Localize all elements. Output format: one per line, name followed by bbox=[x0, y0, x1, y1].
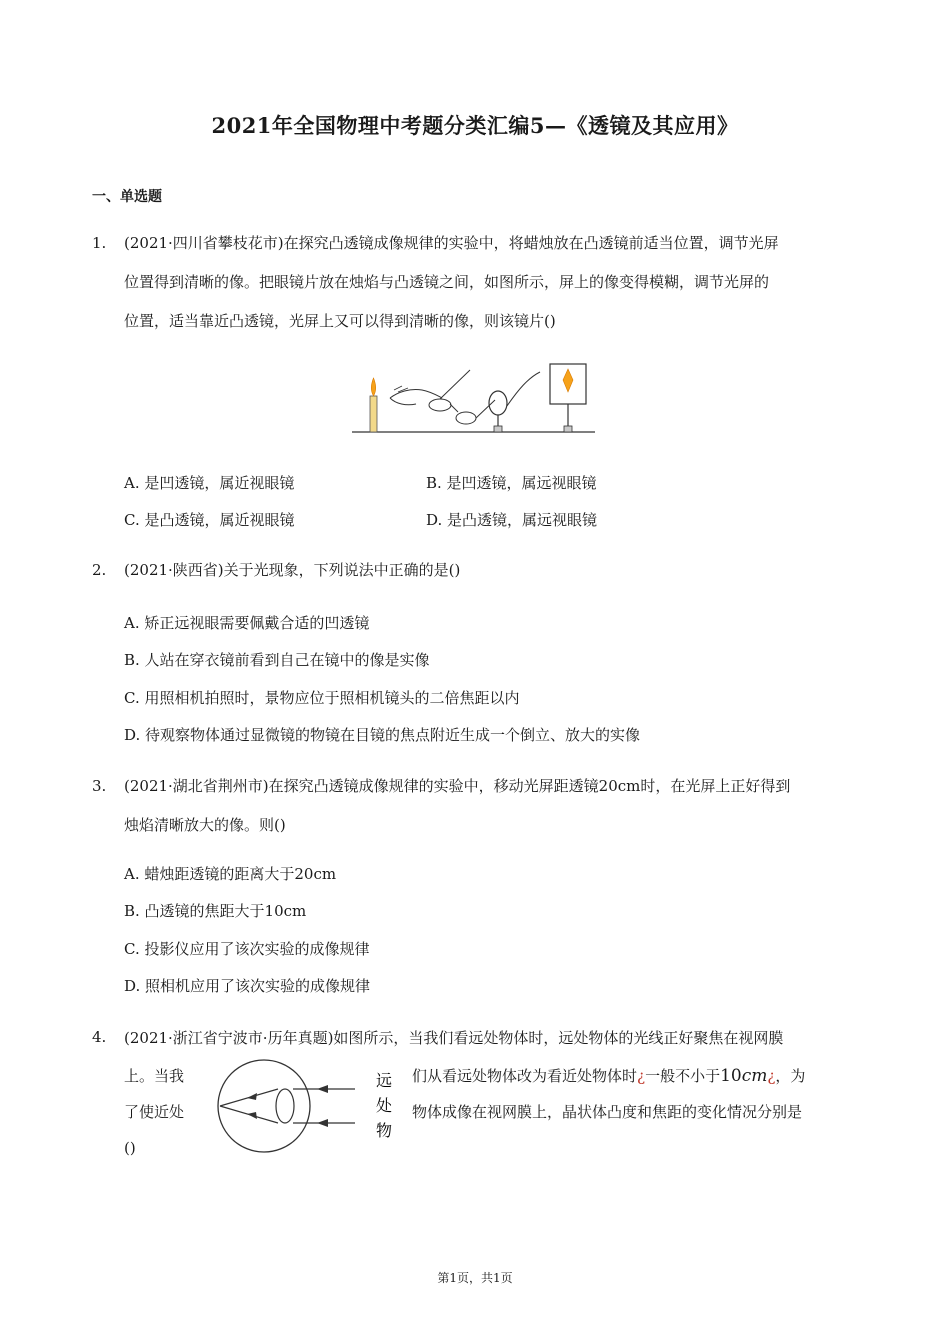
question-1-text bbox=[124, 224, 859, 341]
question-1-option-d: D. 是凸透镜，属远视眼镜 bbox=[426, 511, 598, 529]
figure-label-char-3: 物 bbox=[375, 1121, 393, 1140]
question-1-option-a: A. 是凹透镜，属近视眼镜 bbox=[124, 474, 295, 492]
page-title: 2021年全国物理中考题分类汇编5—《透镜及其应用》 bbox=[211, 113, 739, 138]
question-1-line-3: 位置，适当靠近凸透镜，光屏上又可以得到清晰的像，则该镜片() bbox=[124, 312, 556, 330]
question-4-right-text-c: ，为 bbox=[775, 1067, 806, 1085]
eye-diagram-figure bbox=[212, 1056, 402, 1160]
question-2-option-b: B. 人站在穿衣镜前看到自己在镜中的像是实像 bbox=[124, 651, 430, 669]
question-3-option-c: C. 投影仪应用了该次实验的成像规律 bbox=[124, 940, 370, 958]
question-1-number: 1. bbox=[92, 234, 107, 252]
question-4-left-line-2: 了使近处 bbox=[124, 1103, 185, 1121]
question-1-line-1: (2021·四川省攀枝花市)在探究凸透镜成像规律的实验中，将蜡烛放在凸透镜前适当位置，调节光屏 bbox=[124, 234, 779, 252]
question-2-option-d: D. 待观察物体通过显微镜的物镜在目镜的焦点附近生成一个倒立、放大的实像 bbox=[124, 726, 641, 744]
question-1-option-b: B. 是凹透镜，属远视眼镜 bbox=[426, 474, 597, 492]
question-2-text bbox=[124, 551, 859, 590]
question-4-right-line-2: 物体成像在视网膜上，晶状体凸度和焦距的变化情况分别是 bbox=[412, 1103, 803, 1121]
question-2-option-c: C. 用照相机拍照时，景物应位于照相机镜头的二倍焦距以内 bbox=[124, 689, 520, 707]
question-4-garbled-mark-1: ¿ bbox=[637, 1067, 646, 1085]
question-4-right-line-1 bbox=[412, 1066, 805, 1086]
question-4-right-text-a: 们从看远处物体改为看近处物体时 bbox=[412, 1067, 638, 1085]
question-4-right-text-b: 一般不小于 bbox=[645, 1067, 721, 1085]
question-3-number: 3. bbox=[92, 777, 107, 795]
section-heading: 一、单选题 bbox=[92, 189, 162, 205]
question-3-option-b: B. 凸透镜的焦距大于10cm bbox=[124, 902, 307, 920]
question-4-line-1: (2021·浙江省宁波市·历年真题)如图所示，当我们看远处物体时，远处物体的光线正好聚焦在视网膜 bbox=[124, 1029, 784, 1047]
figure-label-char-2: 处 bbox=[375, 1096, 393, 1115]
question-2-line-1: (2021·陕西省)关于光现象，下列说法中正确的是() bbox=[124, 561, 461, 579]
lens-experiment-figure bbox=[350, 360, 600, 436]
question-2-number: 2. bbox=[92, 561, 107, 579]
question-4-left-line-1: 上。当我 bbox=[124, 1067, 185, 1085]
question-4-left-line-3: () bbox=[124, 1139, 136, 1157]
question-3-option-d: D. 照相机应用了该次实验的成像规律 bbox=[124, 977, 371, 995]
question-4-garbled-mark-2: ¿ bbox=[767, 1067, 776, 1085]
question-2-option-a: A. 矫正远视眼需要佩戴合适的凹透镜 bbox=[124, 614, 370, 632]
question-3-line-1: (2021·湖北省荆州市)在探究凸透镜成像规律的实验中，移动光屏距透镜20cm时，在光屏上正好得到 bbox=[124, 777, 791, 795]
page-footer: 第1页，共1页 bbox=[437, 1271, 513, 1285]
question-4-number: 4. bbox=[92, 1028, 107, 1046]
question-3-option-a: A. 蜡烛距透镜的距离大于20cm bbox=[124, 865, 337, 883]
question-4-unit: cm bbox=[741, 1066, 768, 1086]
question-4-value: 10 bbox=[720, 1066, 742, 1086]
question-3-line-2: 烛焰清晰放大的像。则() bbox=[124, 816, 286, 834]
question-1-option-c: C. 是凸透镜，属近视眼镜 bbox=[124, 511, 295, 529]
figure-label-char-1: 远 bbox=[375, 1071, 393, 1090]
question-3-text bbox=[124, 767, 859, 845]
question-1-line-2: 位置得到清晰的像。把眼镜片放在烛焰与凸透镜之间，如图所示，屏上的像变得模糊，调节光屏的 bbox=[124, 273, 770, 291]
